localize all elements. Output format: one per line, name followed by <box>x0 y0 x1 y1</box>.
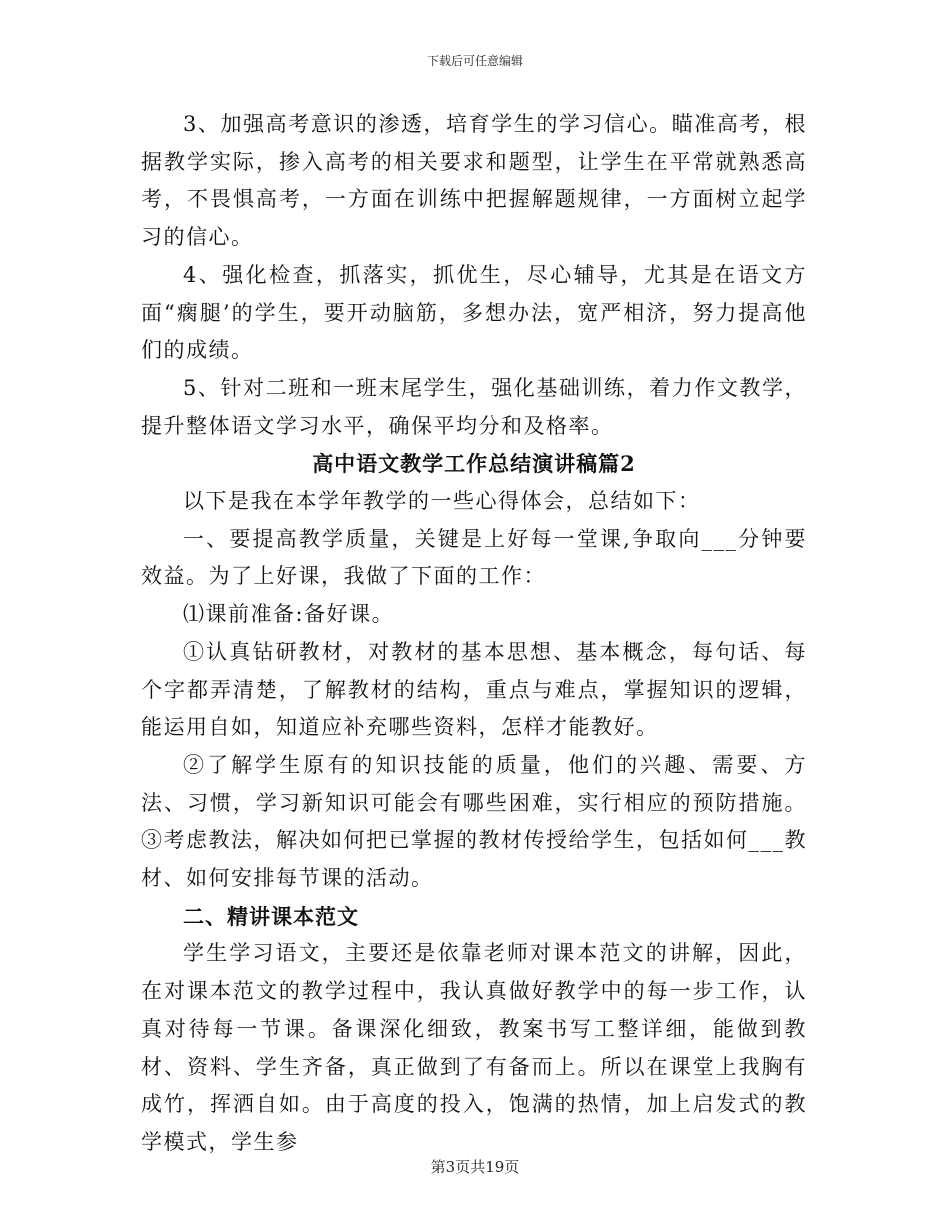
section-heading: 二、精讲课本范文 <box>183 903 359 929</box>
paragraph-item-3: 3、加强高考意识的渗透，培育学生的学习信心。瞄准高考，根据教学实际，掺入高考的相关要求和题型，让学生在平常就熟悉高考，不畏惧高考，一方面在训练中把握解题规律，一方面树立起学习的信心。 <box>141 112 807 250</box>
page-number: 第3页共19页 <box>430 1158 520 1176</box>
study-materials-paragraph: ①认真钻研教材，对教材的基本思想、基本概念，每句话、每个字都弄清楚，了解教材的结构，重点与难点，掌握知识的逻辑，能运用自如，知道应补充哪些资料，怎样才能教好。 <box>141 639 807 740</box>
textbook-teaching-paragraph: 学生学习语文，主要还是依靠老师对课本范文的讲解，因此，在对课本范文的教学过程中，我认真做好教学中的每一步工作，认真对待每一节课。备课深化细致，教案书写工整详细，能做到教材、资料、学生齐备，真正做到了有备而上。所以在课堂上我胸有成竹，挥洒自如。由于高度的投入，饱满的热情，加上启发式的教学模式，学生参 <box>141 941 807 1154</box>
page-header: 下载后可任意编辑 <box>426 54 523 68</box>
paragraph-item-4: 4、强化检查，抓落实，抓优生，尽心辅导，尤其是在语文方面“瘸腿’的学生，要开动脑筋，多想办法，宽严相济，努力提高他们的成绩。 <box>141 262 807 363</box>
lesson-prep-paragraph: ⑴课前准备:备好课。 <box>183 602 395 627</box>
document-body <box>141 106 807 1162</box>
intro-paragraph: 以下是我在本学年教学的一些心得体会，总结如下： <box>183 489 701 514</box>
point-one-paragraph: 一、要提高教学质量，关键是上好每一堂课,争取向___分钟要效益。为了上好课，我做了下面的工作： <box>141 526 807 589</box>
paragraph-item-5: 5、针对二班和一班末尾学生，强化基础训练，着力作文教学，提升整体语文学习水平，确保平均分和及格率。 <box>141 375 807 438</box>
section-title: 高中语文教学工作总结演讲稿篇2 <box>312 451 636 477</box>
understand-students-paragraph: ②了解学生原有的知识技能的质量，他们的兴趣、需要、方法、习惯，学习新知识可能会有哪些困难，实行相应的预防措施。③考虑教法，解决如何把已掌握的教材传授给学生，包括如何___教材、如何安排每节课的活动。 <box>141 752 807 891</box>
